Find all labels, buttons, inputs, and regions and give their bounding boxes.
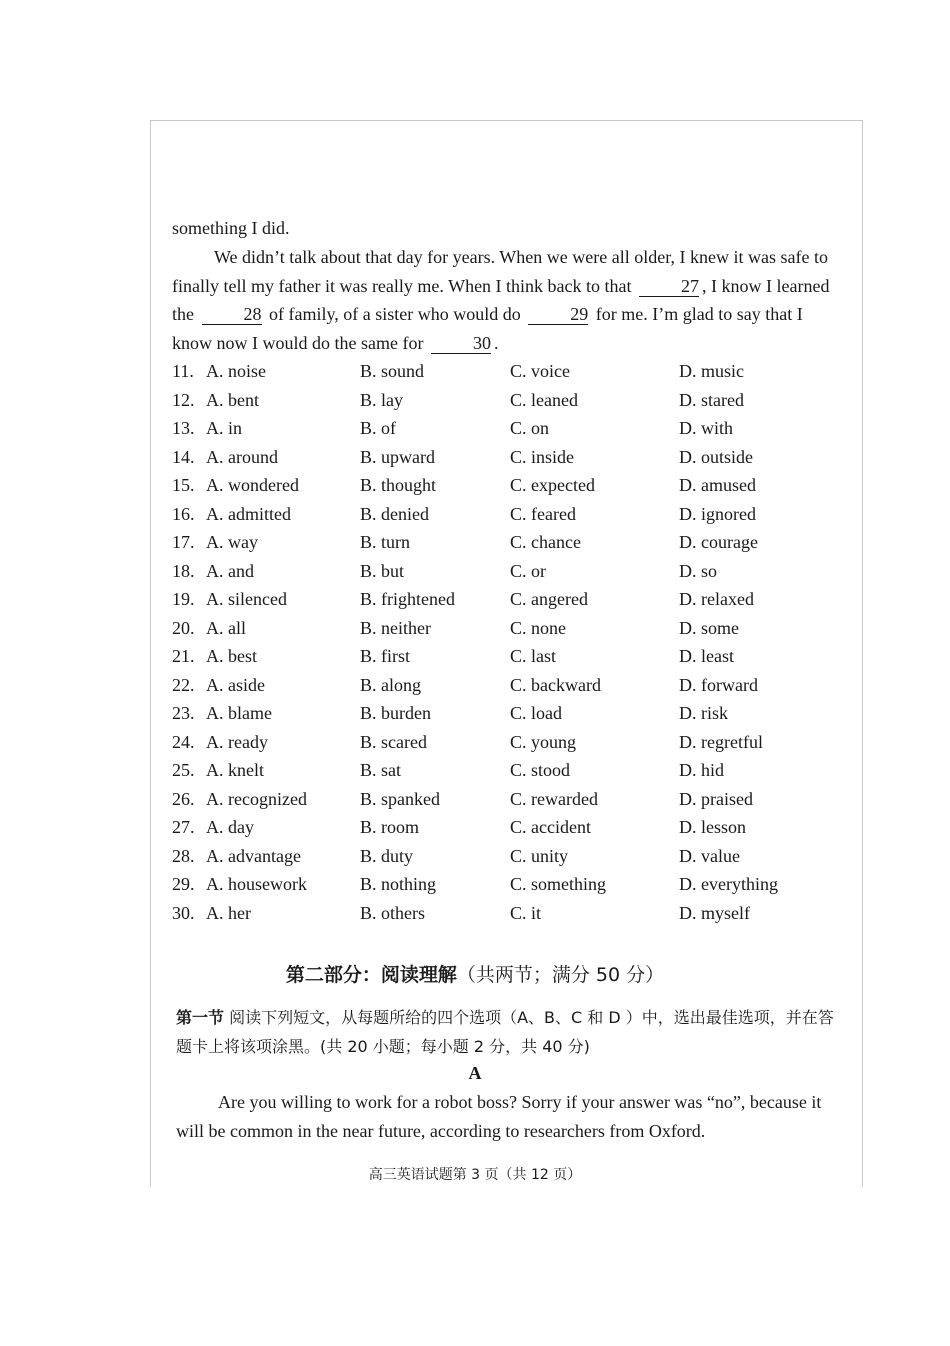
option-b: B. first: [360, 646, 411, 666]
option-row-12: [172, 386, 832, 415]
option-d: D. courage: [679, 532, 758, 552]
option-row-23: [172, 699, 832, 728]
option-c: C. it: [510, 902, 542, 923]
option-b: B. scared: [360, 731, 427, 752]
option-b: B. thought: [360, 475, 437, 495]
question-number: 21.: [172, 646, 195, 666]
option-row-25: [172, 756, 832, 785]
option-row-20: [172, 614, 832, 643]
option-b: B. nothing: [360, 874, 437, 894]
option-b: B. but: [360, 560, 405, 581]
option-d: D. forward: [679, 674, 758, 695]
option-a: A. wondered: [206, 475, 299, 495]
option-c: C. accident: [510, 817, 591, 837]
option-b: B. room: [360, 817, 420, 837]
option-c: C. on: [510, 418, 550, 438]
option-row-13: [172, 414, 832, 443]
cloze-text: for me. I’m glad to say that I know now I would do the same for: [172, 304, 803, 353]
cloze-text: .: [493, 332, 499, 353]
option-a: A. her: [206, 902, 251, 923]
option-c: C. leaned: [510, 389, 578, 410]
option-row-26: [172, 785, 832, 814]
option-b: B. neither: [360, 617, 431, 638]
option-b: B. others: [360, 902, 425, 923]
question-number: 23.: [172, 703, 195, 723]
option-a: A. silenced: [206, 589, 287, 609]
option-c: C. load: [510, 703, 562, 723]
option-d: D. with: [679, 418, 733, 438]
option-a: A. recognized: [206, 788, 307, 809]
instructions-label: 第一节: [176, 1008, 225, 1027]
question-number: 16.: [172, 503, 195, 524]
section-heading: [0, 960, 950, 987]
option-row-21: [172, 642, 832, 671]
cloze-paragraph: [172, 243, 832, 357]
option-c: C. inside: [510, 446, 575, 467]
option-row-17: [172, 528, 832, 557]
option-d: D. praised: [679, 788, 753, 809]
option-b: B. spanked: [360, 788, 440, 809]
option-d: D. myself: [679, 902, 750, 923]
option-d: D. everything: [679, 874, 778, 894]
option-b: B. of: [360, 418, 396, 438]
option-d: D. ignored: [679, 503, 756, 524]
option-b: B. burden: [360, 703, 431, 723]
option-a: A. admitted: [206, 503, 291, 524]
option-a: A. all: [206, 617, 246, 638]
blank-29: 29: [528, 304, 588, 325]
options-list: [172, 357, 832, 927]
option-c: C. none: [510, 617, 566, 638]
question-number: 12.: [172, 389, 195, 410]
section-instructions: [176, 1003, 836, 1061]
option-c: C. young: [510, 731, 577, 752]
question-number: 30.: [172, 902, 195, 923]
option-a: A. and: [206, 560, 254, 581]
cloze-line-continued: [172, 214, 832, 243]
question-number: 27.: [172, 817, 195, 837]
section-score-note: （共两节；满分 50 分）: [456, 964, 665, 986]
option-a: A. advantage: [206, 845, 301, 866]
option-a: A. noise: [206, 361, 266, 381]
cloze-text: , I know I learned the: [172, 275, 830, 324]
option-c: C. rewarded: [510, 788, 598, 809]
option-row-30: [172, 899, 832, 928]
option-d: D. relaxed: [679, 589, 754, 609]
blank-27: 27: [639, 276, 699, 297]
option-d: D. hid: [679, 760, 724, 780]
question-number: 24.: [172, 731, 195, 752]
question-number: 14.: [172, 446, 195, 467]
option-b: B. turn: [360, 532, 411, 552]
option-row-29: [172, 870, 832, 899]
section-title: 第二部分：阅读理解: [285, 964, 457, 986]
option-d: D. risk: [679, 703, 728, 723]
option-row-19: [172, 585, 832, 614]
question-number: 18.: [172, 560, 195, 581]
option-row-18: [172, 557, 832, 586]
option-c: C. backward: [510, 674, 601, 695]
option-a: A. aside: [206, 674, 265, 695]
option-c: C. something: [510, 874, 607, 894]
option-d: D. so: [679, 560, 718, 581]
option-row-24: [172, 728, 832, 757]
option-c: C. voice: [510, 361, 570, 381]
option-d: D. stared: [679, 389, 744, 410]
option-b: B. duty: [360, 845, 414, 866]
option-a: A. in: [206, 418, 242, 438]
option-d: D. least: [679, 646, 734, 666]
question-number: 15.: [172, 475, 195, 495]
option-c: C. chance: [510, 532, 581, 552]
question-number: 25.: [172, 760, 195, 780]
option-a: A. way: [206, 532, 258, 552]
option-a: A. best: [206, 646, 257, 666]
option-d: D. some: [679, 617, 739, 638]
question-number: 26.: [172, 788, 195, 809]
option-row-27: [172, 813, 832, 842]
option-c: C. expected: [510, 475, 595, 495]
option-b: B. lay: [360, 389, 403, 410]
page-footer: 高三英语试题第 3 页（共 12 页）: [368, 1167, 582, 1183]
cloze-text: something I did.: [172, 218, 290, 238]
question-number: 20.: [172, 617, 195, 638]
cloze-text: of family, of a sister who would do: [269, 304, 521, 324]
option-c: C. or: [510, 560, 546, 581]
option-b: B. upward: [360, 446, 435, 467]
option-row-16: [172, 500, 832, 529]
option-d: D. outside: [679, 446, 753, 467]
option-a: A. housework: [206, 874, 307, 894]
question-number: 22.: [172, 674, 195, 695]
option-d: D. value: [679, 845, 740, 866]
option-row-14: [172, 443, 832, 472]
option-b: B. along: [360, 674, 421, 695]
blank-28: 28: [202, 304, 262, 325]
option-d: D. amused: [679, 475, 756, 495]
option-b: B. sound: [360, 361, 425, 381]
question-number: 17.: [172, 532, 195, 552]
option-row-15: [172, 471, 832, 500]
option-a: A. knelt: [206, 760, 264, 780]
question-number: 19.: [172, 589, 195, 609]
instructions-text: 阅读下列短文，从每题所给的四个选项（A、B、C 和 D ）中，选出最佳选项，并在答题卡上将该项涂黑。(共 20 小题；每小题 2 分，共 40 分): [176, 1008, 834, 1056]
option-d: D. regretful: [679, 731, 763, 752]
option-a: A. blame: [206, 703, 272, 723]
option-d: D. music: [679, 361, 744, 381]
passage-text: Are you willing to work for a robot boss? Sorry if your answer was “no”, because it will be common in the near future, according to researchers from Oxford.: [176, 1092, 822, 1141]
option-c: C. stood: [510, 760, 571, 780]
question-number: 13.: [172, 418, 195, 438]
option-d: D. lesson: [679, 817, 746, 837]
passage-letter: A: [468, 1063, 482, 1083]
option-a: A. day: [206, 817, 254, 837]
blank-30: 30: [431, 333, 491, 354]
option-row-11: [172, 357, 832, 386]
cloze-text: We didn’t talk about that day for years. When we were all older, I knew it was safe to finally tell my father it was really me. When I think back to that: [172, 247, 828, 296]
option-c: C. angered: [510, 589, 588, 609]
option-row-22: [172, 671, 832, 700]
question-number: 11.: [172, 361, 194, 381]
option-a: A. ready: [206, 731, 268, 752]
question-number: 29.: [172, 874, 195, 894]
option-a: A. bent: [206, 389, 259, 410]
option-c: C. last: [510, 646, 557, 666]
option-b: B. frightened: [360, 589, 455, 609]
question-number: 28.: [172, 845, 195, 866]
option-a: A. around: [206, 446, 278, 467]
option-c: C. unity: [510, 845, 569, 866]
option-row-28: [172, 842, 832, 871]
option-b: B. sat: [360, 760, 402, 780]
option-c: C. feared: [510, 503, 576, 524]
option-b: B. denied: [360, 503, 429, 524]
